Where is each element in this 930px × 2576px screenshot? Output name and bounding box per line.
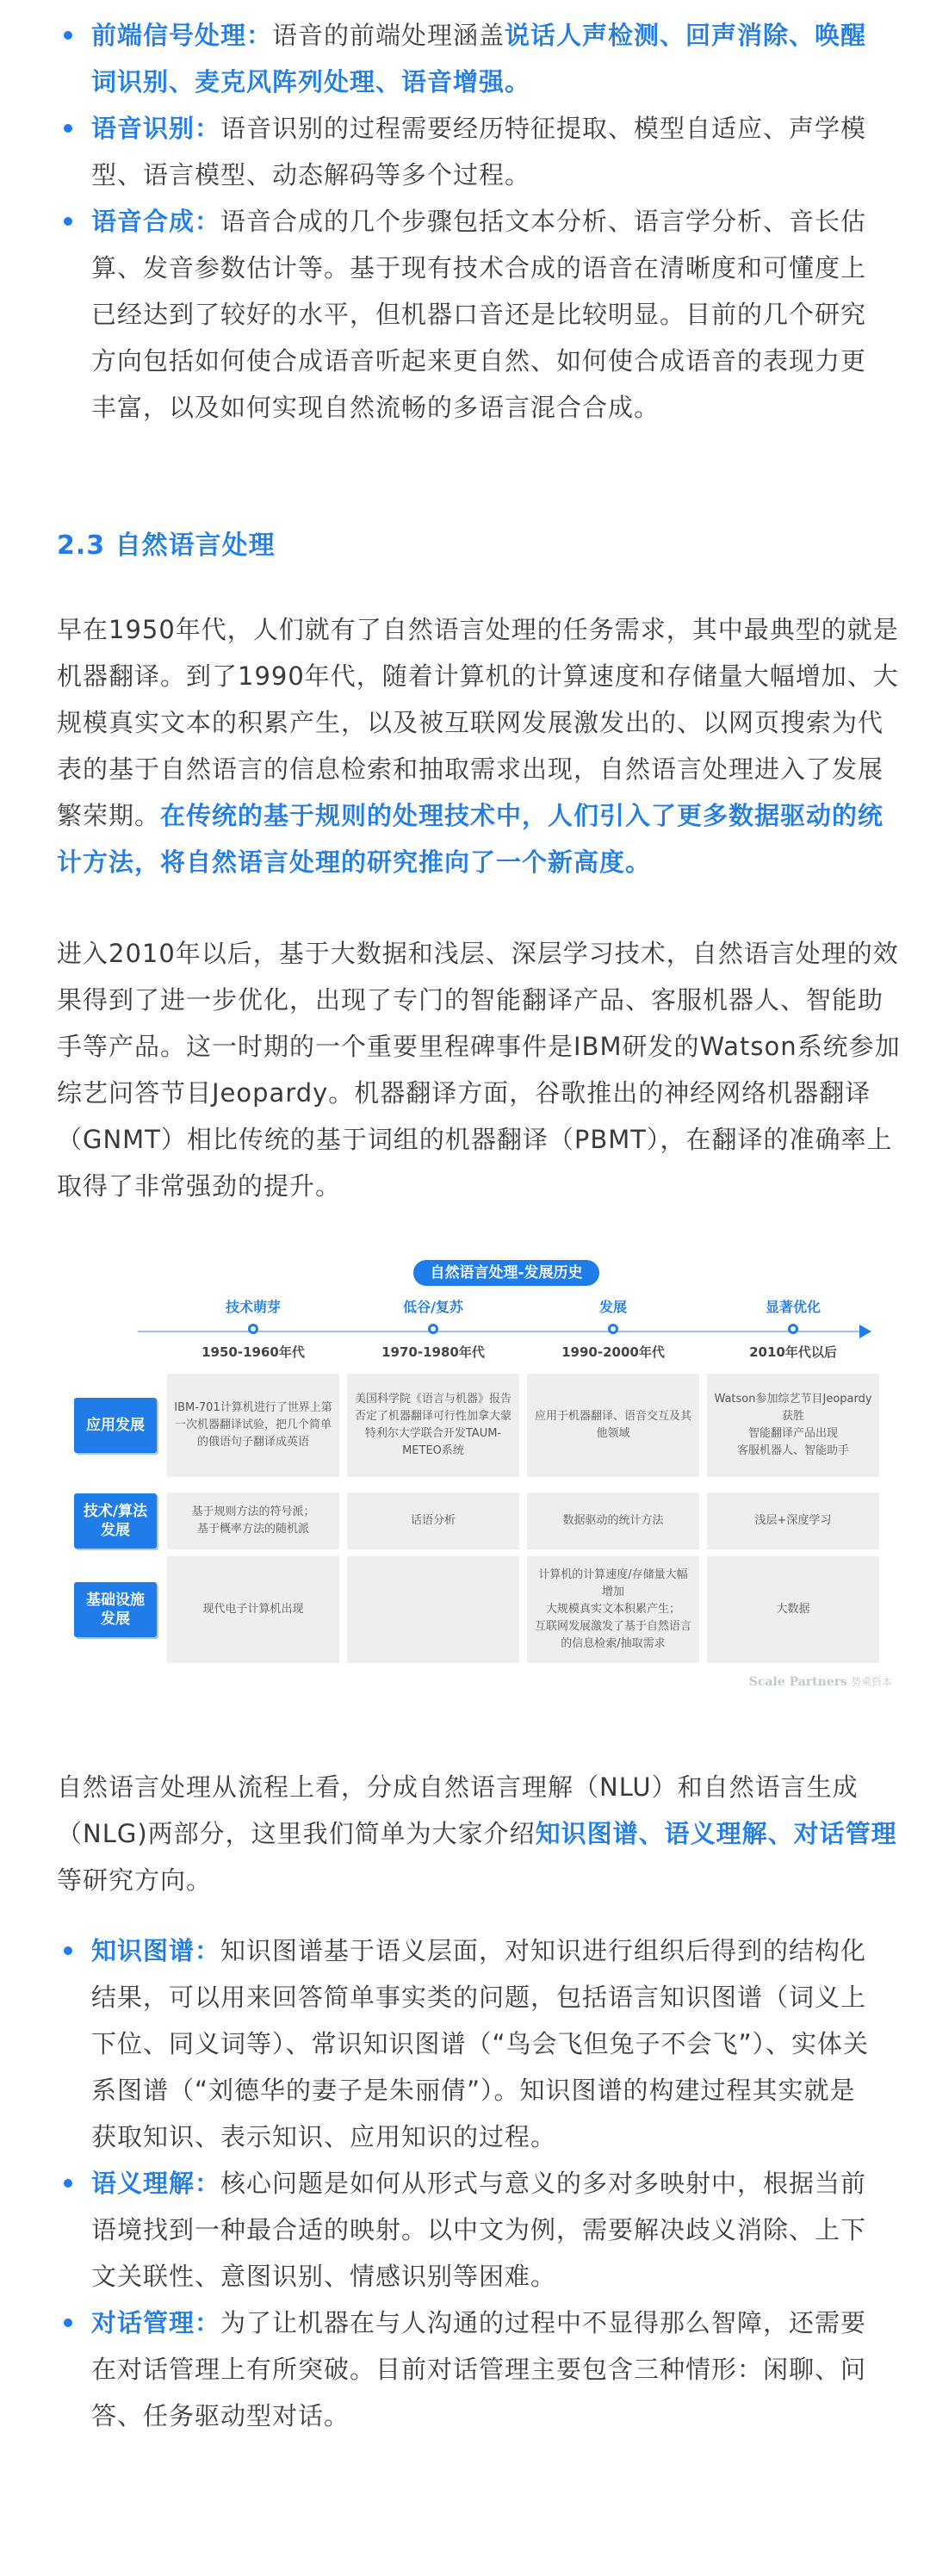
speech-item-label: 前端信号处理：	[91, 21, 273, 50]
cell-text: Watson参加综艺节目Jeopardy获胜 智能翻译产品出现 客服机器人、智能助手	[714, 1393, 872, 1457]
paragraph-nlu-nlg	[57, 1764, 901, 1903]
cell-text: 应用于机器翻译、语音交互及其他领域	[534, 1410, 691, 1440]
cell-text: 计算机的计算速度/存储量大幅增加 大规模真实文本积累产生； 互联网发展激发了基于自然语言的信息检索/抽取需求	[534, 1568, 691, 1650]
phase-label: 技术萌芽	[225, 1299, 281, 1315]
bullet-dot-icon	[64, 2318, 72, 2327]
table-cell	[167, 1556, 339, 1663]
body-text: 进入2010年以后，基于大数据和浅层、深层学习技术，自然语言处理的效果得到了进一步优化，出现了专门的智能翻译产品、客服机器人、智能助手等产品。这一时期的一个重要里程碑事件是IBM研发的Watson系统参加综艺问答节目Jeopardy。机器翻译方面，谷歌推出的神经网络机器翻译（GNMT）相比传统的基于词组的机器翻译（PBMT），在翻译的准确率上取得了非常强劲的提升。	[57, 939, 901, 1201]
speech-item-label: 语音识别：	[91, 114, 221, 143]
highlight-text: 在传统的基于规则的处理技术中，人们引入了更多数据驱动的统计方法，将自然语言处理的研究推向了一个新高度。	[57, 801, 884, 877]
table-cell	[167, 1374, 339, 1477]
bullet-dot-icon	[64, 124, 72, 133]
cell-text: 数据驱动的统计方法	[562, 1514, 664, 1527]
era-label: 1950-1960年代	[202, 1344, 305, 1360]
table-cell	[167, 1493, 339, 1549]
table-cell	[347, 1493, 519, 1549]
row-label: 技术/算法 发展	[74, 1493, 157, 1549]
phase-label: 显著优化	[765, 1299, 821, 1315]
era-label: 2010年代以后	[749, 1344, 837, 1360]
table-cell	[707, 1493, 879, 1549]
body-text: 语音的前端处理涵盖	[272, 21, 505, 50]
paragraph-2010s	[57, 930, 901, 1209]
bullet-dot-icon	[64, 31, 72, 40]
body-text: 自然语言处理从流程上看，分成自然语言理解（NLU）和自然语言生成（NLG)两部分，这里我们简单为大家介绍	[57, 1772, 859, 1848]
era-label: 1990-2000年代	[561, 1344, 665, 1360]
watermark: Scale Partners 势乘资本	[748, 1675, 892, 1689]
body-text: 为了让机器在与人沟通的过程中不显得那么智障，还需要在对话管理上有所突破。目前对话管理主要包含三种情形：闲聊、问答、任务驱动型对话。	[91, 2308, 867, 2430]
timeline-dot-icon	[608, 1324, 618, 1334]
speech-item	[57, 105, 875, 198]
timeline-dot-icon	[248, 1324, 258, 1334]
cell-text: 现代电子计算机出现	[202, 1603, 304, 1616]
cell-text: 浅层+深度学习	[754, 1514, 832, 1527]
phase-label: 低谷/复苏	[403, 1299, 463, 1315]
bullet-dot-icon	[64, 1946, 72, 1955]
speech-tech-list	[57, 12, 875, 431]
nlp-item	[57, 1927, 875, 2160]
nlp-item	[57, 2300, 875, 2439]
nlp-item-label: 对话管理：	[91, 2308, 221, 2337]
row-label: 应用发展	[74, 1398, 157, 1453]
cell-text: 大数据	[776, 1603, 810, 1616]
table-cell	[707, 1556, 879, 1663]
table-cell	[347, 1374, 519, 1477]
highlight-text: 知识图谱、语义理解、对话管理	[535, 1819, 897, 1848]
cell-text: 基于规则方法的符号派； 基于概率方法的随机派	[191, 1505, 315, 1536]
cell-text: 话语分析	[410, 1514, 456, 1527]
body-text: 语音合成的几个步骤包括文本分析、语言学分析、音长估算、发音参数估计等。基于现有技术合成的语音在清晰度和可懂度上已经达到了较好的水平，但机器口音还是比较明显。目前的几个研究方向包括如何使合成语音听起来更自然、如何使合成语音的表现力更丰富，以及如何实现自然流畅的多语言混合合成。	[91, 207, 867, 422]
section-heading: 2.3 自然语言处理	[57, 531, 276, 561]
speech-item	[57, 198, 875, 431]
row-label: 基础设施 发展	[74, 1582, 157, 1637]
phase-label: 发展	[598, 1299, 627, 1315]
timeline-dot-icon	[788, 1324, 798, 1334]
figure-title: 自然语言处理-发展历史	[413, 1260, 599, 1286]
table-cell	[527, 1374, 699, 1477]
cell-text: IBM-701计算机进行了世界上第一次机器翻译试验，把几个简单的俄语句子翻译成英语	[174, 1401, 332, 1449]
body-text: 知识图谱基于语义层面，对知识进行组织后得到的结构化结果，可以用来回答简单事实类的问题，包括语言知识图谱（词义上下位、同义词等）、常识知识图谱（“鸟会飞但兔子不会飞”）、实体关系图谱（“刘德华的妻子是朱丽倩”）。知识图谱的构建过程其实就是获取知识、表示知识、应用知识的过程。	[91, 1936, 870, 2151]
highlight-text: 说话人声检测、回声消除、唤醒词识别、麦克风阵列处理、语音增强。	[91, 21, 867, 96]
era-label: 1970-1980年代	[381, 1344, 485, 1360]
cell-text: 美国科学院《语言与机器》报告否定了机器翻译可行性加拿大蒙特利尔大学联合开发TAUM-METEO系统	[354, 1393, 512, 1457]
bullet-dot-icon	[64, 217, 72, 226]
table-cell	[527, 1493, 699, 1549]
body-text: 语音识别的过程需要经历特征提取、模型自适应、声学模型、语言模型、动态解码等多个过程。	[91, 114, 867, 189]
table-cell	[707, 1374, 879, 1477]
nlp-item	[57, 2160, 875, 2300]
paragraph-history	[57, 606, 901, 885]
nlp-history-figure	[52, 1253, 899, 1692]
nlp-item-label: 知识图谱：	[91, 1936, 221, 1965]
table-cell	[347, 1556, 519, 1663]
nlp-item-label: 语义理解：	[91, 2169, 221, 2198]
table-cell	[527, 1556, 699, 1663]
body-text: 等研究方向。	[57, 1865, 213, 1895]
speech-item-label: 语音合成：	[91, 207, 221, 236]
body-text: 核心问题是如何从形式与意义的多对多映射中，根据当前语境找到一种最合适的映射。以中文为例，需要解决歧义消除、上下文关联性、意图识别、情感识别等困难。	[91, 2169, 867, 2291]
body-text: 早在1950年代，人们就有了自然语言处理的任务需求，其中最典型的就是机器翻译。到了1990年代，随着计算机的计算速度和存储量大幅增加、大规模真实文本的积累产生，以及被互联网发展激发出的、以网页搜索为代表的基于自然语言的信息检索和抽取需求出现，自然语言处理进入了发展繁荣期。	[57, 615, 899, 830]
timeline-arrow-icon	[859, 1325, 871, 1338]
timeline-line	[138, 1331, 861, 1332]
timeline-dot-icon	[428, 1324, 438, 1334]
bullet-dot-icon	[64, 2179, 72, 2188]
nlp-directions-list	[57, 1927, 875, 2439]
speech-item	[57, 12, 875, 105]
